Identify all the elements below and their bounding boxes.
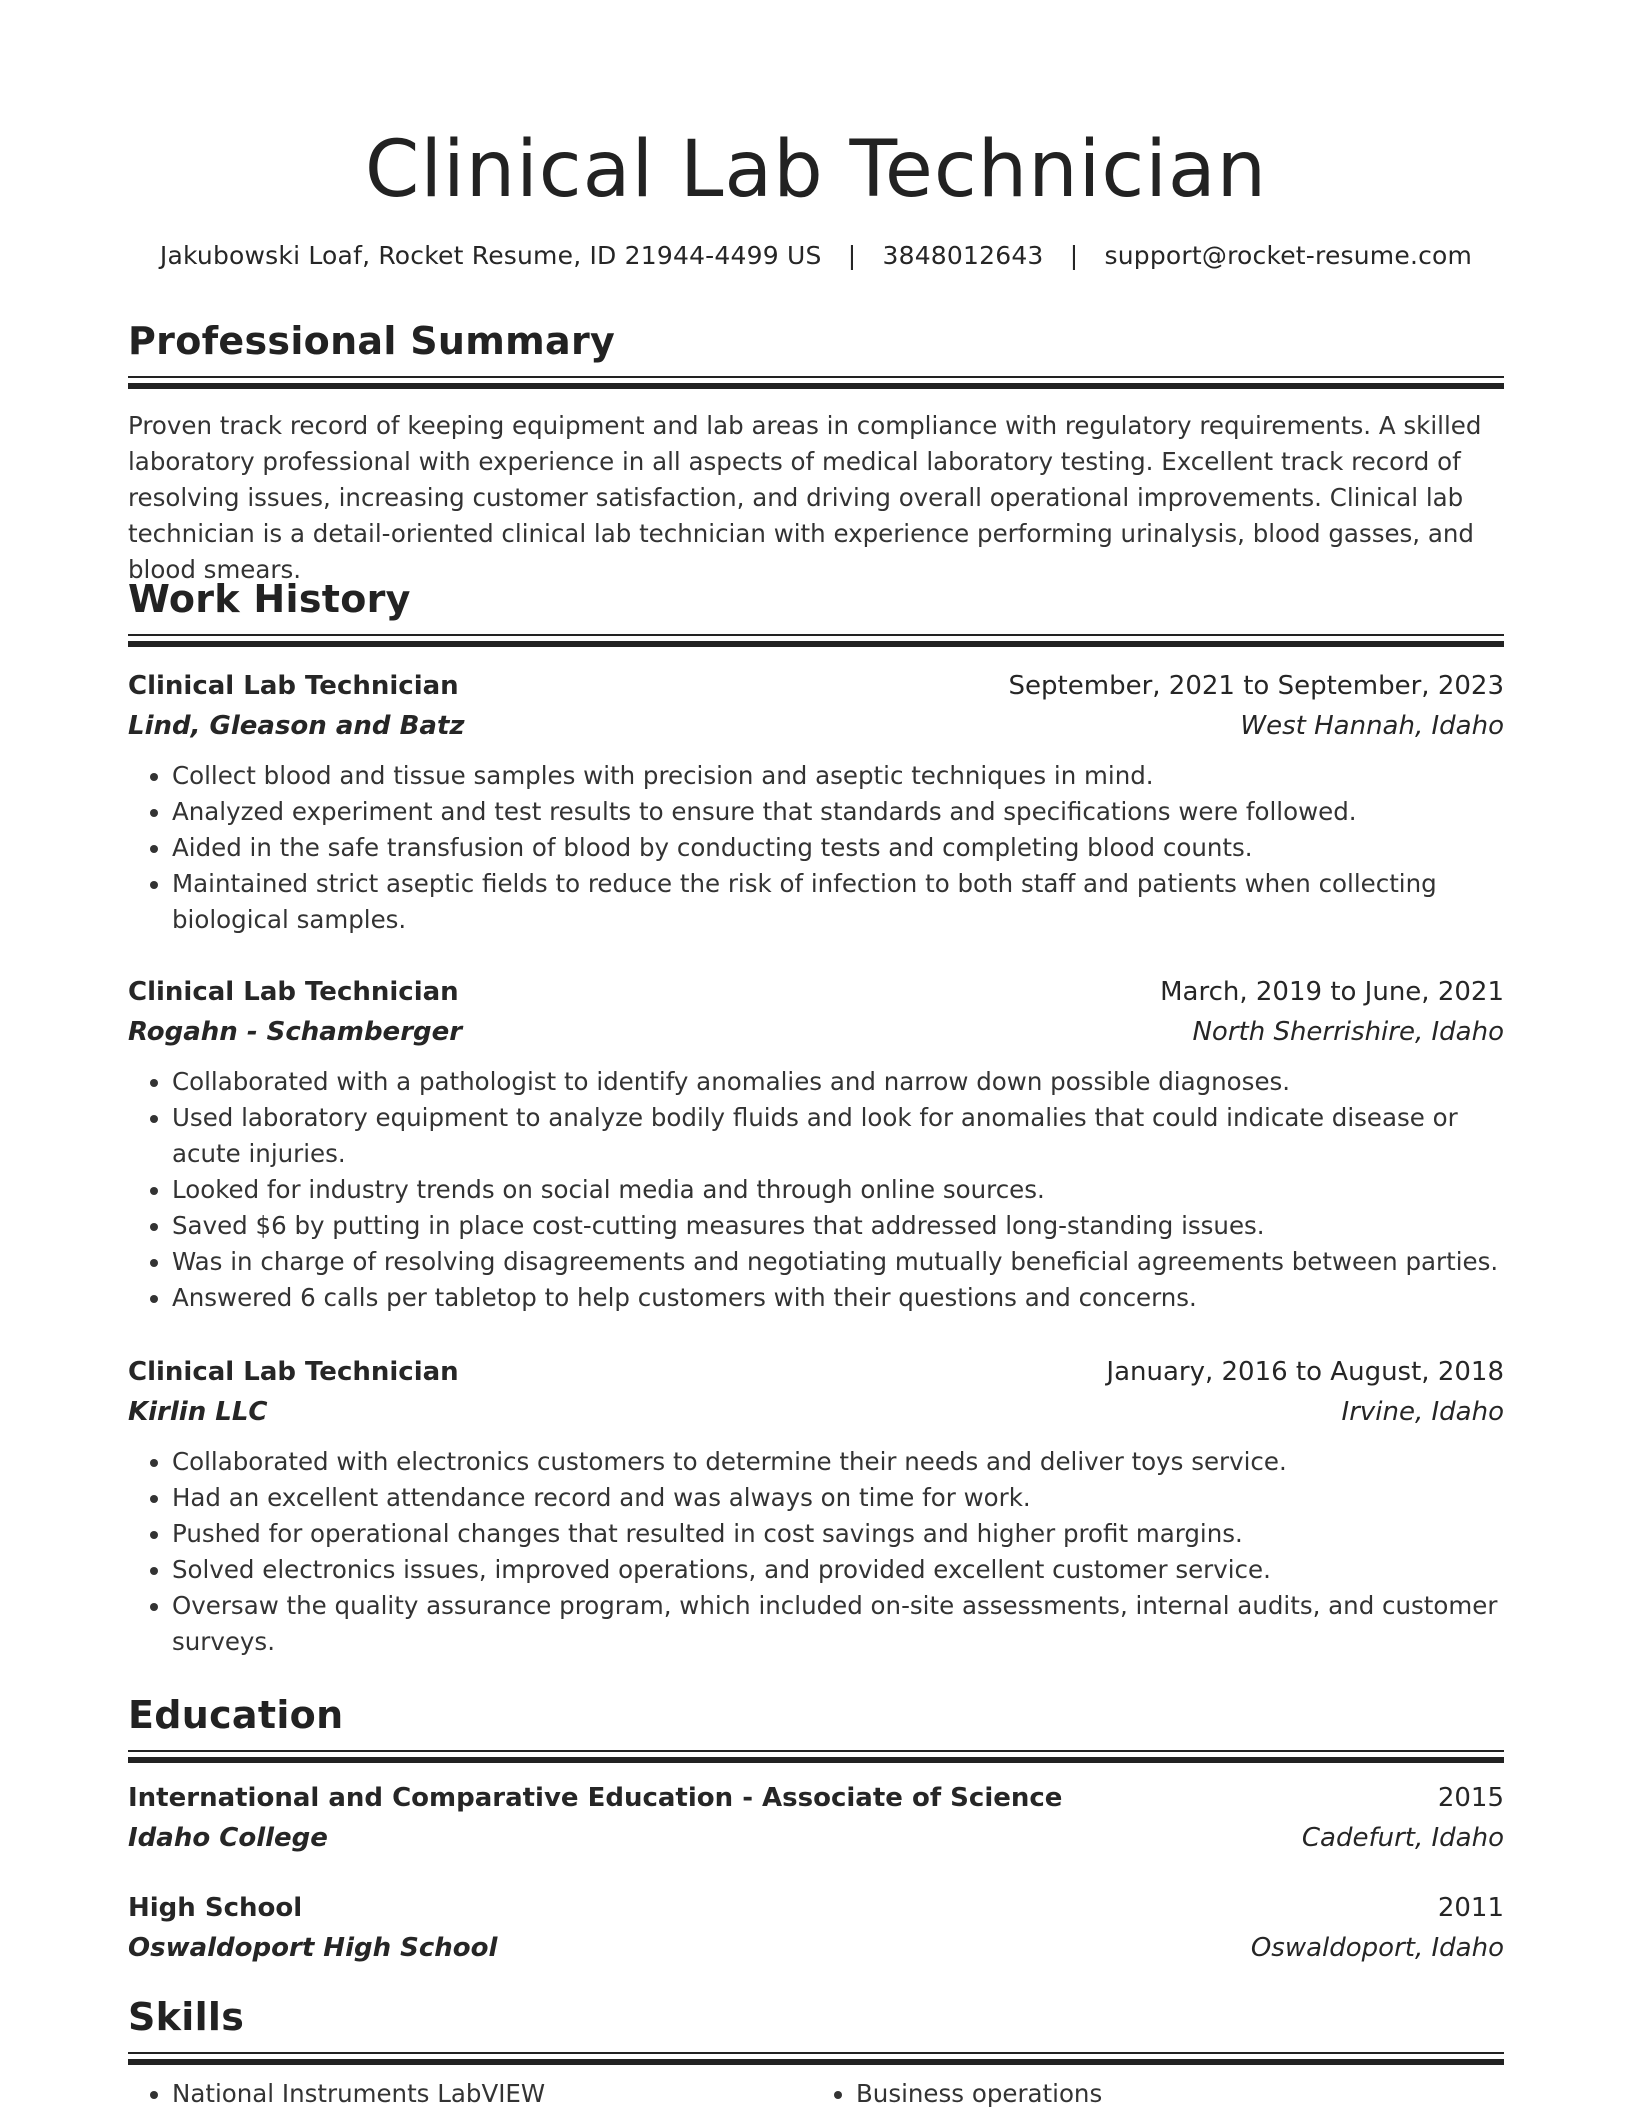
list-item: • Saved $6 by putting in place cost-cutting measures that addressed long-standing issues. [172,1208,1504,1244]
job-entry [128,972,1504,1316]
list-item: • Looked for industry trends on social media and through online sources. [172,1172,1504,1208]
section-title-summary: Professional Summary [128,319,616,363]
summary-text: Proven track record of keeping equipment and lab areas in compliance with regulatory requirements. A skilled laboratory professional with experience in all aspects of medical laboratory testing. Excellent track record of resolving issues, increasing customer satisfaction, and driving overall operational improvements. Clinical lab technician is a detail-oriented clinical lab technician with experience performing urinalysis, blood gasses, and blood smears. [128,411,1482,584]
job-location: Irvine, Idaho [1341,1397,1504,1427]
work-history-section [128,574,1504,646]
list-item: • Aided in the safe transfusion of blood by conducting tests and completing blood counts. [172,830,1504,866]
education-section [128,1690,1504,1762]
skills-list-right [812,2076,1496,2112]
section-title-work-history: Work History [128,577,411,621]
section-divider [128,2052,1504,2064]
skills-columns [128,2076,1504,2112]
list-item: • Used laboratory equipment to analyze bodily fluids and look for anomalies that could indicate disease or acute injuries. [172,1100,1504,1172]
contact-phone: 3848012643 [882,241,1044,270]
education-entry [128,1778,1504,1858]
skill-item: • Business operations [856,2076,1496,2112]
skills-section [128,1992,1504,2112]
education-year: 2011 [1437,1893,1504,1923]
skill-item: • National Instruments LabVIEW [172,2076,812,2112]
list-item: • Pushed for operational changes that resulted in cost savings and higher profit margins. [172,1516,1504,1552]
section-title-skills: Skills [128,1995,245,2039]
job-dates: September, 2021 to September, 2023 [1008,671,1504,701]
list-item: • Collaborated with a pathologist to identify anomalies and narrow down possible diagnoses. [172,1064,1504,1100]
education-entry [128,1888,1504,1968]
job-title: Clinical Lab Technician [128,977,459,1007]
list-item: • Answered 6 calls per tabletop to help customers with their questions and concerns. [172,1280,1504,1316]
job-company: Rogahn - Schamberger [128,1017,463,1047]
education-school: Idaho College [128,1823,328,1853]
list-item: • Solved electronics issues, improved operations, and provided excellent customer service. [172,1552,1504,1588]
job-dates: March, 2019 to June, 2021 [1160,977,1504,1007]
summary-section [128,316,1504,588]
job-company: Lind, Gleason and Batz [128,711,465,741]
job-bullets [128,758,1504,938]
section-title-education: Education [128,1693,344,1737]
list-item: • Collect blood and tissue samples with precision and aseptic techniques in mind. [172,758,1504,794]
education-location: Oswaldoport, Idaho [1250,1933,1504,1963]
list-item: • Collaborated with electronics customers to determine their needs and deliver toys service. [172,1444,1504,1480]
list-item: • Maintained strict aseptic fields to reduce the risk of infection to both staff and patients when collecting biological samples. [172,866,1504,938]
job-location: West Hannah, Idaho [1240,711,1504,741]
education-school: Oswaldoport High School [128,1933,498,1963]
contact-email[interactable]: support@rocket-resume.com [1104,241,1473,270]
list-item: • Oversaw the quality assurance program, which included on-site assessments, internal audits, and customer surveys. [172,1588,1504,1660]
education-location: Cadefurt, Idaho [1301,1823,1504,1853]
job-location: North Sherrishire, Idaho [1192,1017,1504,1047]
job-entry [128,1352,1504,1660]
job-bullets [128,1444,1504,1660]
education-year: 2015 [1437,1783,1504,1813]
resume-name: Clinical Lab Technician [364,125,1268,215]
job-entry [128,666,1504,938]
contact-separator: | [847,241,857,270]
education-degree: High School [128,1893,303,1923]
contact-separator: | [1069,241,1079,270]
job-bullets [128,1064,1504,1316]
job-dates: January, 2016 to August, 2018 [1106,1357,1504,1387]
section-divider [128,1750,1504,1762]
job-company: Kirlin LLC [128,1397,268,1427]
job-title: Clinical Lab Technician [128,671,459,701]
list-item: • Was in charge of resolving disagreements and negotiating mutually beneficial agreements between parties. [172,1244,1504,1280]
list-item: • Analyzed experiment and test results to ensure that standards and specifications were followed. [172,794,1504,830]
section-divider [128,376,1504,388]
job-title: Clinical Lab Technician [128,1357,459,1387]
education-degree: International and Comparative Education - Associate of Science [128,1783,1063,1813]
contact-address: Jakubowski Loaf, Rocket Resume, ID 21944-4499 US [159,241,822,270]
contact-line [128,238,1504,274]
skills-list-left [128,2076,812,2112]
list-item: • Had an excellent attendance record and was always on time for work. [172,1480,1504,1516]
section-divider [128,634,1504,646]
